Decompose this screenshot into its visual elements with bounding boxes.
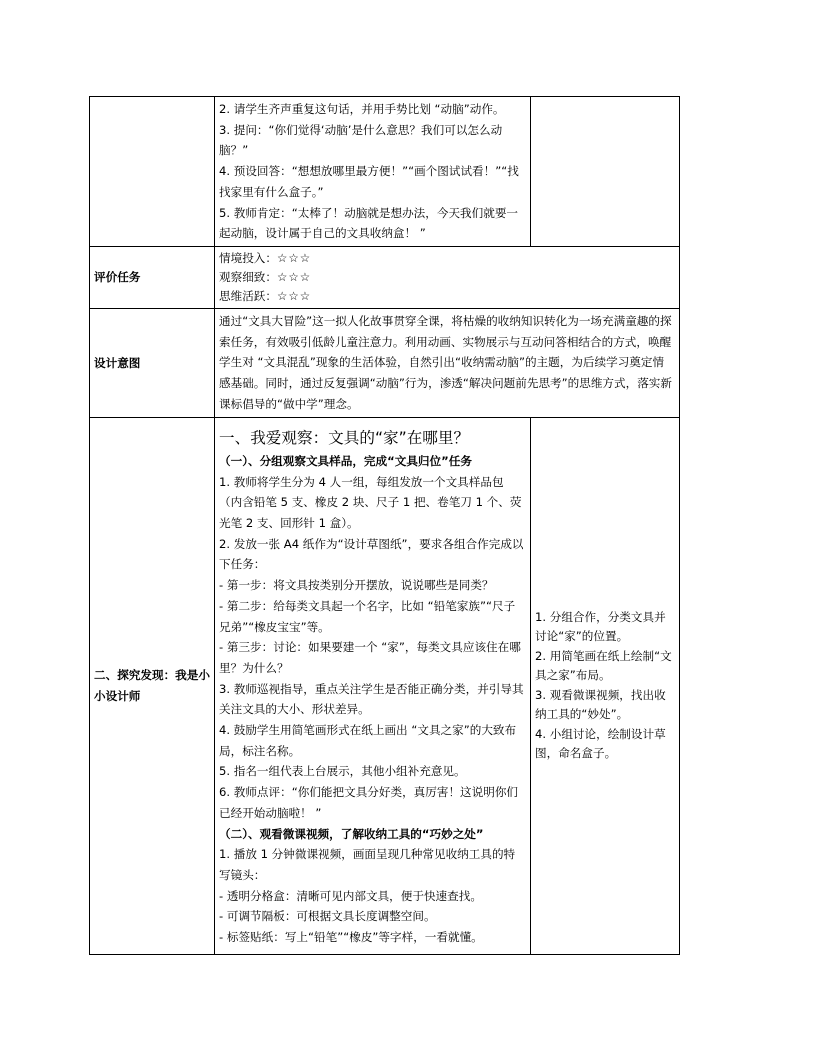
lesson-plan-table — [89, 96, 680, 955]
table-row-design-intent — [90, 308, 680, 417]
list-item: 3. 观看微课视频，找出收纳工具的“妙处”。 — [535, 687, 666, 722]
list-item: - 可调节隔板：可根据文具长度调整空间。 — [219, 909, 436, 924]
rating-row: 观察细致：☆☆☆ — [219, 269, 312, 284]
list-item: 1. 播放 1 分钟微课视频，画面呈现几种常见收纳工具的特写镜头： — [219, 847, 516, 882]
subsection-title: （一）、分组观察文具样品，完成“文具归位”任务 — [219, 453, 472, 468]
list-item: 3. 提问：“你们觉得‘动脑’是什么意思？我们可以怎么动脑？” — [219, 122, 503, 158]
list-item: 2. 请学生齐声重复这句话，并用手势比划 “动脑”动作。 — [219, 102, 505, 116]
list-item: 2. 发放一张 A4 纸作为“设计草图纸”，要求各组合作完成以下任务： — [219, 536, 524, 572]
design-intent-label: 设计意图 — [90, 308, 215, 417]
list-item: 4. 小组讨论，绘制设计草图，命名盒子。 — [535, 726, 666, 761]
student-activity-cell-empty — [531, 97, 680, 247]
explore-student-cell — [531, 417, 680, 954]
list-item: 1. 分组合作，分类文具并讨论“家”的位置。 — [535, 609, 666, 644]
list-item: 5. 指名一组代表上台展示，其他小组补充意见。 — [219, 764, 466, 779]
rating-row: 思维活跃：☆☆☆ — [219, 288, 312, 303]
design-intent-text: 通过“文具大冒险”这一拟人化故事贯穿全课，将枯燥的收纳知识转化为一场充满童趣的探索任务，有效吸引低龄儿童注意力。利用动画、实物展示与互动问答相结合的方式，唤醒学生对 “文具混乱”现象的生活体验，自然引出“收纳需动脑”的主题，为后续学习奠定情感基础。同时，通过反复强调“动脑”行为，渗透“解决问题前先思考”的思维方式，落实新课标倡导的“做中学”理念。 — [215, 308, 680, 417]
star-rating: ☆☆☆ — [276, 250, 312, 265]
table-row-intro-continued — [90, 97, 680, 247]
list-item: 4. 鼓励学生用简笔画形式在纸上画出 “文具之家”的大致布局，标注名称。 — [219, 723, 517, 758]
table-row-evaluation — [90, 246, 680, 308]
star-rating: ☆☆☆ — [276, 288, 312, 303]
list-item: 3. 教师巡视指导，重点关注学生是否能正确分类，并引导其关注文具的大小、形状差异。 — [219, 681, 524, 717]
list-item: - 透明分格盒：清晰可见内部文具，便于快速查找。 — [219, 888, 482, 903]
subsection-title: （二）、观看微课视频，了解收纳工具的“巧妙之处” — [219, 826, 484, 841]
list-item: 4. 预设回答：“想想放哪里最方便！”“画个图试试看！”“找找家里有什么盒子。” — [219, 164, 519, 199]
section-title: 一、我爱观察：文具的“家”在哪里？ — [219, 428, 470, 447]
star-rating: ☆☆☆ — [276, 269, 312, 284]
list-item: - 第二步：给每类文具起一个名字，比如 “铅笔家族”“尺子兄弟”“橡皮宝宝”等。 — [219, 598, 516, 634]
list-item: 5. 教师肯定：“太棒了！动脑就是想办法，今天我们就要一起动脑，设计属于自己的文具收纳盒！ ” — [219, 205, 519, 241]
evaluation-label: 评价任务 — [90, 246, 215, 308]
list-item: - 标签贴纸：写上“铅笔”“橡皮”等字样，一看就懂。 — [219, 930, 483, 945]
list-item: - 第三步：讨论：如果要建一个 “家”，每类文具应该住在哪里？为什么？ — [219, 640, 521, 675]
rating-row: 情境投入：☆☆☆ — [219, 250, 312, 265]
table-row-explore — [90, 417, 680, 954]
list-item: 2. 用简笔画在纸上绘制“文具之家”布局。 — [535, 648, 672, 683]
evaluation-cell — [215, 246, 680, 308]
list-item: 6. 教师点评：“你们能把文具分好类，真厉害！这说明你们已经开始动脑啦！ ” — [219, 785, 519, 820]
list-item: 1. 教师将学生分为 4 人一组，每组发放一个文具样品包（内含铅笔 5 支、橡皮 2 块、尺子 1 把、卷笔刀 1 个、荧光笔 2 支、回形针 1 盒）。 — [219, 474, 522, 531]
row-label-cell-empty — [90, 97, 215, 247]
explore-teacher-cell — [215, 417, 531, 954]
teacher-activity-cell — [215, 97, 531, 247]
explore-label: 二、探究发现：我是小小设计师 — [90, 417, 215, 954]
list-item: - 第一步：将文具按类别分开摆放，说说哪些是同类？ — [219, 578, 494, 593]
